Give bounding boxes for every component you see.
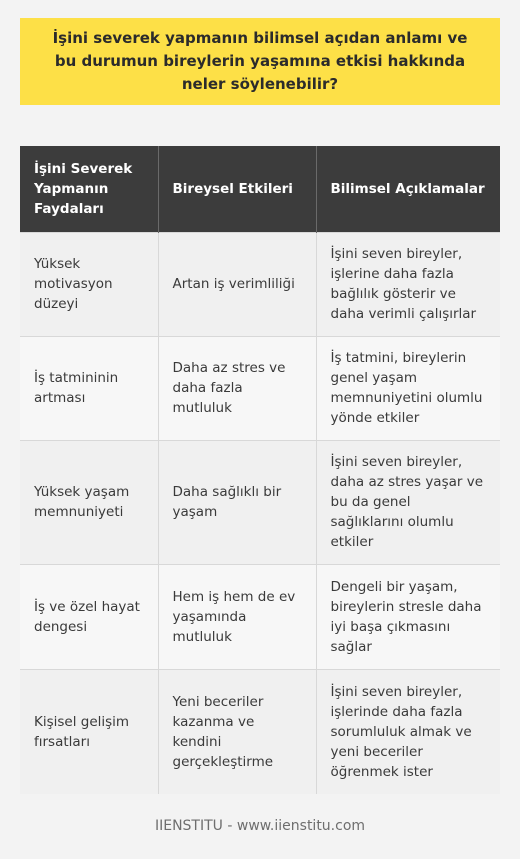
question-text: İşini severek yapmanın bilimsel açıdan anlamı ve bu durumun bireylerin yaşamına etkisi hakkında neler söylenebilir?	[52, 29, 468, 93]
cell-effect: Daha az stres ve daha fazla mutluluk	[158, 336, 316, 440]
table-row	[20, 336, 500, 440]
header-individual-effects: Bireysel Etkileri	[158, 146, 316, 232]
header-benefits: İşini Severek Yapmanın Faydaları	[20, 146, 158, 232]
cell-explanation: İş tatmini, bireylerin genel yaşam memnuniyetini olumlu yönde etkiler	[316, 336, 500, 440]
table-row	[20, 564, 500, 669]
cell-benefit: Yüksek yaşam memnuniyeti	[20, 440, 158, 564]
table-row	[20, 669, 500, 794]
cell-benefit: İş ve özel hayat dengesi	[20, 564, 158, 669]
cell-benefit: İş tatmininin artması	[20, 336, 158, 440]
cell-explanation: Dengeli bir yaşam, bireylerin stresle daha iyi başa çıkmasını sağlar	[316, 564, 500, 669]
cell-explanation: İşini seven bireyler, daha az stres yaşar ve bu da genel sağlıklarını olumlu etkiler	[316, 440, 500, 564]
footer-text: IIENSTITU - www.iienstitu.com	[154, 818, 366, 834]
cell-explanation: İşini seven bireyler, işlerinde daha fazla sorumluluk almak ve yeni beceriler öğrenmek ister	[316, 669, 500, 794]
cell-effect: Hem iş hem de ev yaşamında mutluluk	[158, 564, 316, 669]
table-row	[20, 232, 500, 336]
table-row	[20, 440, 500, 564]
comparison-table	[20, 146, 500, 794]
question-banner	[20, 18, 500, 105]
cell-explanation: İşini seven bireyler, işlerine daha fazla bağlılık gösterir ve daha verimli çalışırlar	[316, 232, 500, 336]
table-header-row	[20, 146, 500, 232]
cell-benefit: Kişisel gelişim fırsatları	[20, 669, 158, 794]
cell-benefit: Yüksek motivasyon düzeyi	[20, 232, 158, 336]
cell-effect: Yeni beceriler kazanma ve kendini gerçekleştirme	[158, 669, 316, 794]
cell-effect: Daha sağlıklı bir yaşam	[158, 440, 316, 564]
cell-effect: Artan iş verimliliği	[158, 232, 316, 336]
header-scientific-explanations: Bilimsel Açıklamalar	[316, 146, 500, 232]
footer-credit	[0, 818, 520, 834]
